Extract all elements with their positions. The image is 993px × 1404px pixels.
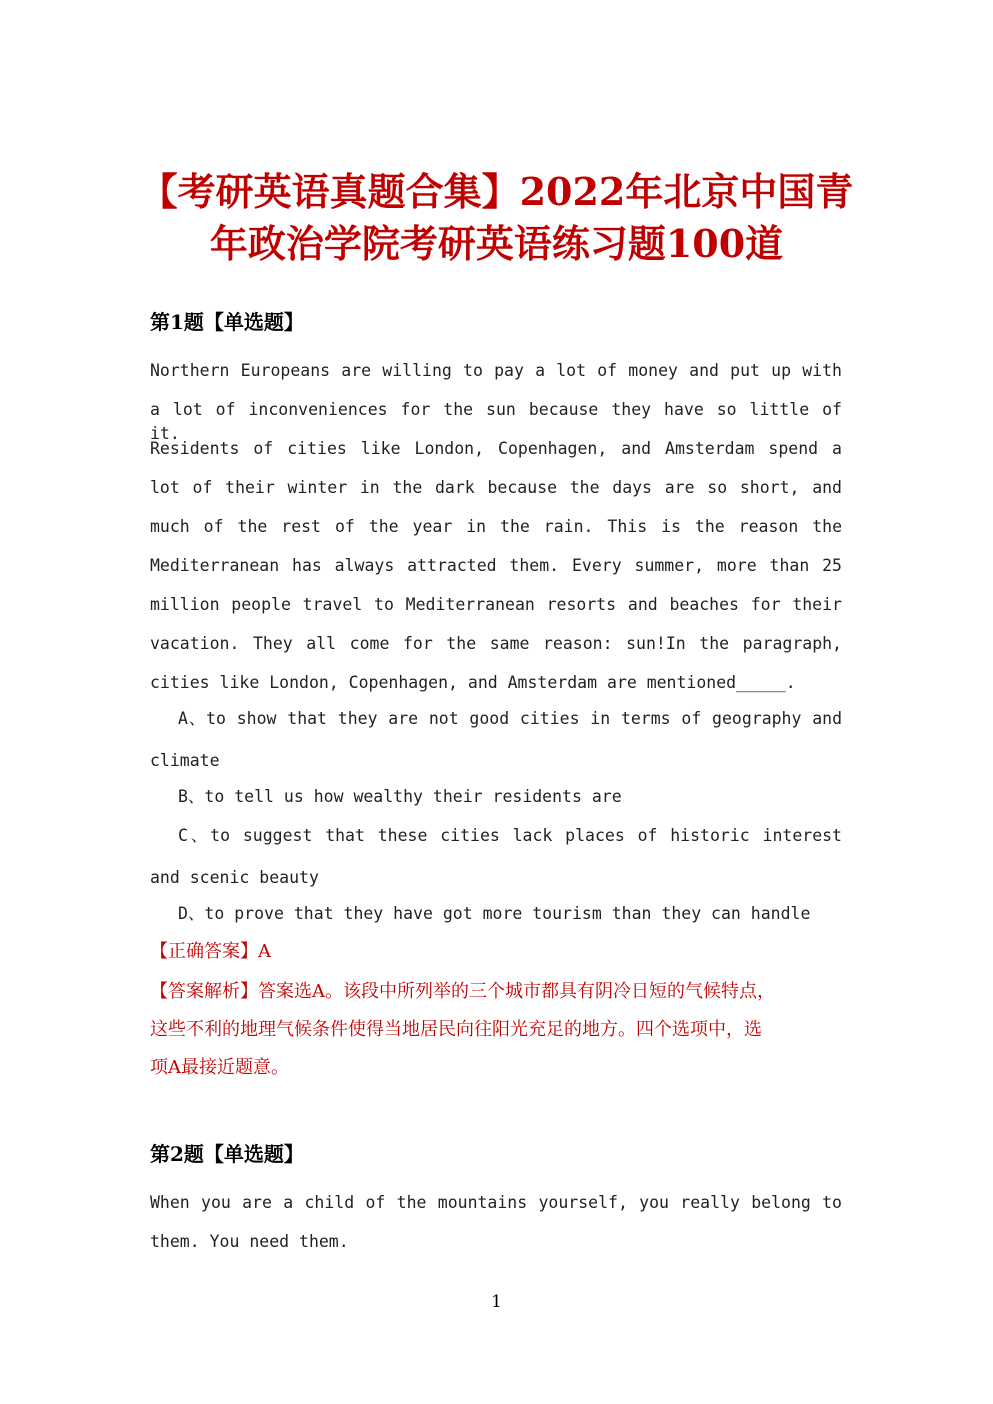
question-2-passage-line: them. You need them.: [150, 1232, 349, 1251]
question-1-passage-line: vacation. They all come for the same reason: sun!In the paragraph,: [150, 634, 842, 653]
question-2-passage-line: When you are a child of the mountains yourself, you really belong to: [150, 1193, 842, 1212]
question-1-passage-line: lot of their winter in the dark because the days are so short, and: [150, 478, 842, 497]
question-1-explanation-line: 项A最接近题意。: [150, 1057, 289, 1078]
document-title-line2: 年政治学院考研英语练习题100道: [209, 221, 784, 266]
question-1-passage-line: cities like London, Copenhagen, and Amsterdam are mentioned_____.: [150, 673, 796, 692]
question-1-option-c: C、to suggest that these cities lack places of historic interest: [178, 826, 842, 845]
question-1-answer: 【正确答案】A: [150, 941, 271, 962]
question-1-passage-line: much of the rest of the year in the rain. This is the reason the: [150, 517, 842, 536]
question-1-passage-line: Mediterranean has always attracted them. Every summer, more than 25: [150, 556, 842, 575]
question-1-heading: 第1题【单选题】: [150, 310, 304, 334]
question-1-explanation-line: 这些不利的地理气候条件使得当地居民向往阳光充足的地方。四个选项中，选: [150, 1019, 762, 1040]
page-number: 1: [491, 1292, 502, 1312]
question-1-explanation-line: 【答案解析】答案选A。该段中所列举的三个城市都具有阴冷日短的气候特点，: [150, 981, 775, 1002]
question-1-passage-line: Residents of cities like London, Copenhagen, and Amsterdam spend a: [150, 439, 842, 458]
question-1-passage-line: a lot of inconveniences for the sun because they have so little of it.: [150, 400, 842, 443]
question-1-option-c-cont: and scenic beauty: [150, 868, 319, 887]
question-1-option-a-cont: climate: [150, 751, 220, 770]
question-1-passage-line: Northern Europeans are willing to pay a lot of money and put up with: [150, 361, 842, 380]
document-title-line1: 【考研英语真题合集】2022年北京中国青: [139, 169, 854, 214]
question-1-option-d: D、to prove that they have got more tourism than they can handle: [178, 904, 811, 923]
question-2-heading: 第2题【单选题】: [150, 1142, 304, 1166]
question-1-passage-line: million people travel to Mediterranean resorts and beaches for their: [150, 595, 842, 614]
question-1-option-b: B、to tell us how wealthy their residents are: [178, 787, 622, 806]
question-1-option-a: A、to show that they are not good cities in terms of geography and: [178, 709, 842, 728]
